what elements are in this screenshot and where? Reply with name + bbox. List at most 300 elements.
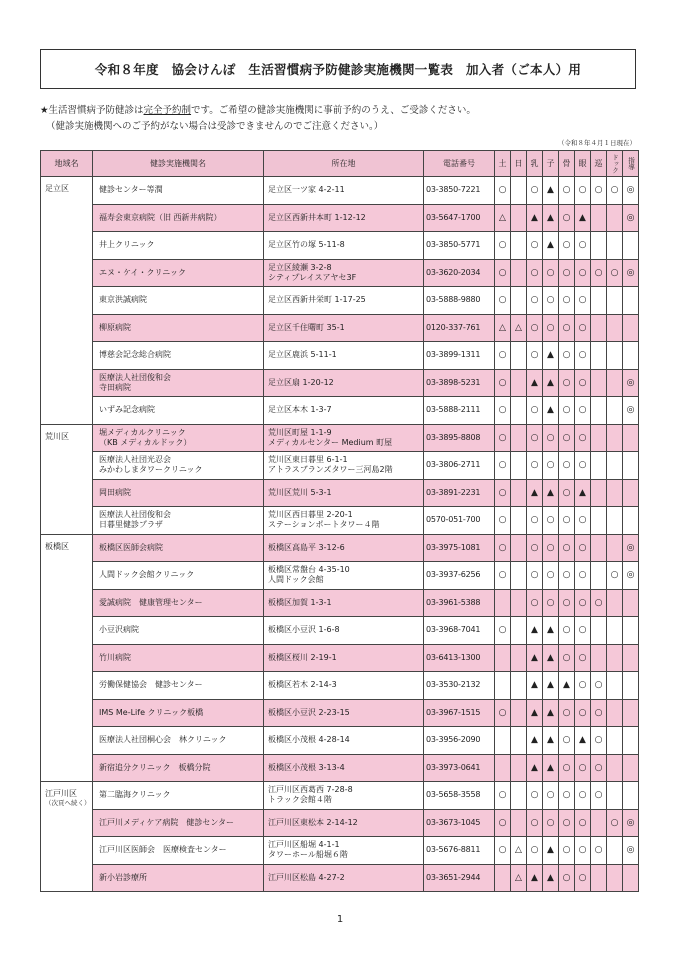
- institution-address-line: メディカルセンター Medium 町屋: [268, 437, 393, 447]
- mark-bone: ○: [559, 727, 575, 755]
- mark-guide: [623, 864, 639, 892]
- phone-number: 03-3673-1045: [424, 809, 495, 837]
- mark-eye: ○: [575, 397, 591, 425]
- institution-name: [93, 754, 264, 782]
- mark-dock: [607, 534, 623, 562]
- mark-breast: ▲: [527, 727, 543, 755]
- institution-address-line: タワーホール船堀６階: [268, 850, 348, 860]
- phone-number: 03-3967-1515: [424, 699, 495, 727]
- mark-guide: [623, 589, 639, 617]
- mark-eye: ○: [575, 617, 591, 645]
- institution-name: [93, 204, 264, 232]
- mark-dock: [607, 287, 623, 315]
- institution-address: [264, 837, 424, 865]
- mark-bone: ○: [559, 699, 575, 727]
- reservation-caution: （健診実施機関へのご予約がない場合は受診できませんのでご注意ください。）: [46, 121, 384, 132]
- header-sun: 日: [511, 151, 527, 177]
- header-area: 地域名: [41, 151, 93, 177]
- mark-eye: ○: [575, 534, 591, 562]
- mark-tour: ○: [591, 672, 607, 700]
- mark-breast: ○: [527, 259, 543, 287]
- document-title: 令和８年度 協会けんぽ 生活習慣病予防健診実施機関一覧表 加入者（ご本人）用: [40, 49, 636, 89]
- phone-number: 03-3806-2711: [424, 452, 495, 480]
- institution-address-line: 板橋区小茂根 3-13-4: [268, 762, 345, 772]
- institution-address-line: 板橋区若木 2-14-3: [268, 680, 337, 690]
- mark-sat: ○: [495, 342, 511, 370]
- mark-sat: ○: [495, 479, 511, 507]
- phone-number: 03-3651-2944: [424, 864, 495, 892]
- mark-eye: ○: [575, 287, 591, 315]
- mark-sat: ○: [495, 177, 511, 205]
- mark-guide: ◎: [623, 177, 639, 205]
- institution-name: [93, 314, 264, 342]
- mark-tour: ○: [591, 754, 607, 782]
- institution-name-line: 医療法人社団桐心会 林クリニック: [99, 735, 227, 745]
- mark-guide: ◎: [623, 369, 639, 397]
- as-of-date: （令和８年４月１日現在）: [558, 139, 636, 147]
- institution-address: [264, 204, 424, 232]
- institution-name-line: 柳原病院: [99, 322, 131, 332]
- institution-address-line: 足立区千住曙町 35-1: [268, 322, 345, 332]
- mark-uterus: ▲: [543, 342, 559, 370]
- phone-number: 03-5658-3558: [424, 782, 495, 810]
- mark-dock: [607, 837, 623, 865]
- mark-guide: [623, 314, 639, 342]
- institution-name-line: 井上クリニック: [99, 240, 155, 250]
- table-header-row: [41, 151, 639, 177]
- mark-tour: [591, 342, 607, 370]
- institution-name-line: 江戸川メディケア病院 健診センター: [99, 817, 235, 827]
- institution-address-line: 荒川区町屋 1-1-9: [268, 427, 332, 437]
- table-row: [41, 864, 639, 892]
- institution-name: [93, 617, 264, 645]
- mark-bone: ○: [559, 369, 575, 397]
- mark-dock: [607, 314, 623, 342]
- mark-sat: ○: [495, 809, 511, 837]
- phone-number: 0570-051-700: [424, 507, 495, 535]
- mark-breast: ▲: [527, 617, 543, 645]
- table-row: [41, 507, 639, 535]
- mark-sat: ○: [495, 452, 511, 480]
- mark-breast: ○: [527, 232, 543, 260]
- mark-sun: [511, 672, 527, 700]
- institution-address-line: 荒川区東日暮里 6-1-1: [268, 455, 348, 465]
- institution-address: [264, 754, 424, 782]
- mark-eye: ○: [575, 369, 591, 397]
- phone-number: 03-3891-2231: [424, 479, 495, 507]
- mark-breast: ○: [527, 562, 543, 590]
- mark-breast: ○: [527, 452, 543, 480]
- institution-name-line: （KB メディカルドック）: [99, 437, 192, 447]
- institution-address: [264, 369, 424, 397]
- institution-address-line: ステーションポートタワー４階: [268, 520, 380, 530]
- mark-sun: [511, 452, 527, 480]
- mark-bone: ○: [559, 589, 575, 617]
- mark-dock: [607, 589, 623, 617]
- mark-bone: ○: [559, 287, 575, 315]
- mark-sat: ○: [495, 782, 511, 810]
- mark-guide: [623, 232, 639, 260]
- mark-eye: ○: [575, 809, 591, 837]
- area-label: 荒川区: [45, 431, 69, 441]
- mark-tour: [591, 562, 607, 590]
- mark-uterus: ▲: [543, 204, 559, 232]
- institution-name-line: 寺田病院: [99, 382, 131, 392]
- mark-dock: [607, 644, 623, 672]
- mark-sat: ○: [495, 424, 511, 452]
- mark-sat: ○: [495, 534, 511, 562]
- mark-dock: [607, 369, 623, 397]
- table-row: [41, 177, 639, 205]
- mark-uterus: ▲: [543, 617, 559, 645]
- mark-tour: ○: [591, 259, 607, 287]
- mark-sat: ○: [495, 232, 511, 260]
- table-row: [41, 287, 639, 315]
- mark-tour: [591, 534, 607, 562]
- mark-tour: [591, 314, 607, 342]
- mark-eye: ▲: [575, 204, 591, 232]
- mark-bone: ○: [559, 479, 575, 507]
- mark-sun: [511, 727, 527, 755]
- institution-name-line: みかわしまタワークリニック: [99, 465, 203, 475]
- table-row: [41, 424, 639, 452]
- institution-address-line: 江戸川区松島 4-27-2: [268, 872, 345, 882]
- table-row: [41, 617, 639, 645]
- phone-number: 03-3975-1081: [424, 534, 495, 562]
- institution-address: [264, 287, 424, 315]
- institution-name: [93, 864, 264, 892]
- institution-name-line: 岡田病院: [99, 487, 131, 497]
- mark-bone: ○: [559, 397, 575, 425]
- mark-dock: [607, 204, 623, 232]
- mark-bone: ○: [559, 534, 575, 562]
- institution-address-line: 江戸川区西葛西 7-28-8: [268, 785, 353, 795]
- mark-tour: [591, 287, 607, 315]
- mark-tour: ○: [591, 782, 607, 810]
- mark-bone: ▲: [559, 672, 575, 700]
- mark-breast: ▲: [527, 672, 543, 700]
- mark-eye: ○: [575, 507, 591, 535]
- table-row: [41, 314, 639, 342]
- institution-name: [93, 424, 264, 452]
- mark-uterus: ○: [543, 507, 559, 535]
- mark-eye: ○: [575, 452, 591, 480]
- mark-bone: ○: [559, 452, 575, 480]
- table-row: [41, 232, 639, 260]
- table-row: [41, 479, 639, 507]
- institution-name: [93, 699, 264, 727]
- mark-sun: [511, 479, 527, 507]
- mark-sat: ○: [495, 397, 511, 425]
- mark-breast: ○: [527, 534, 543, 562]
- institution-address-line: アトラスブランズタワー三河島2階: [268, 465, 393, 475]
- institution-name: [93, 644, 264, 672]
- mark-sun: [511, 782, 527, 810]
- mark-uterus: ▲: [543, 177, 559, 205]
- header-bone: 骨: [559, 151, 575, 177]
- phone-number: 03-3973-0641: [424, 754, 495, 782]
- mark-uterus: ▲: [543, 369, 559, 397]
- institution-address: [264, 589, 424, 617]
- phone-number: 03-5888-9880: [424, 287, 495, 315]
- mark-tour: [591, 507, 607, 535]
- mark-eye: ○: [575, 754, 591, 782]
- institution-name-line: 医療法人社団俊和会: [99, 372, 171, 382]
- institution-name: [93, 782, 264, 810]
- institution-address: [264, 534, 424, 562]
- mark-guide: [623, 287, 639, 315]
- institution-name-line: 健診センター等潤: [99, 185, 163, 195]
- table-row: [41, 369, 639, 397]
- mark-bone: ○: [559, 204, 575, 232]
- mark-breast: ▲: [527, 204, 543, 232]
- table-row: [41, 589, 639, 617]
- institution-name-line: 竹川病院: [99, 652, 131, 662]
- mark-sun: [511, 809, 527, 837]
- institution-address-line: トラック会館４階: [268, 795, 332, 805]
- mark-sun: [511, 369, 527, 397]
- page-number: 1: [336, 914, 344, 925]
- mark-sat: ○: [495, 287, 511, 315]
- mark-uterus: ▲: [543, 754, 559, 782]
- mark-uterus: ○: [543, 782, 559, 810]
- header-sat: 土: [495, 151, 511, 177]
- mark-breast: ○: [527, 177, 543, 205]
- mark-dock: [607, 452, 623, 480]
- mark-dock: [607, 342, 623, 370]
- mark-sun: [511, 342, 527, 370]
- table-row: [41, 562, 639, 590]
- mark-sat: ○: [495, 699, 511, 727]
- mark-guide: [623, 782, 639, 810]
- mark-eye: ○: [575, 837, 591, 865]
- header-address: 所在地: [264, 151, 424, 177]
- phone-number: 03-3895-8808: [424, 424, 495, 452]
- table-row: [41, 727, 639, 755]
- mark-sun: [511, 562, 527, 590]
- area-label: 板橋区: [45, 541, 69, 551]
- mark-dock: [607, 672, 623, 700]
- mark-guide: [623, 727, 639, 755]
- phone-number: 03-3899-1311: [424, 342, 495, 370]
- mark-sat: ○: [495, 369, 511, 397]
- mark-eye: ▲: [575, 727, 591, 755]
- institution-name-line: 第二臨海クリニック: [99, 790, 171, 800]
- institution-address: [264, 452, 424, 480]
- mark-breast: ○: [527, 809, 543, 837]
- mark-sun: [511, 204, 527, 232]
- institution-address: [264, 314, 424, 342]
- table-row: [41, 644, 639, 672]
- mark-bone: ○: [559, 754, 575, 782]
- mark-sun: [511, 589, 527, 617]
- mark-eye: ○: [575, 314, 591, 342]
- header-eye: 眼: [575, 151, 591, 177]
- mark-uterus: ○: [543, 287, 559, 315]
- mark-guide: [623, 424, 639, 452]
- mark-uterus: ○: [543, 424, 559, 452]
- mark-sat: [495, 864, 511, 892]
- mark-breast: ○: [527, 507, 543, 535]
- institution-address: [264, 397, 424, 425]
- mark-guide: [623, 672, 639, 700]
- mark-uterus: ▲: [543, 397, 559, 425]
- mark-dock: [607, 479, 623, 507]
- institution-address: [264, 809, 424, 837]
- mark-bone: ○: [559, 837, 575, 865]
- mark-breast: ▲: [527, 644, 543, 672]
- mark-uterus: ▲: [543, 672, 559, 700]
- institution-name: [93, 727, 264, 755]
- institution-address-line: 足立区西新井本町 1-12-12: [268, 212, 366, 222]
- mark-dock: ○: [607, 177, 623, 205]
- mark-guide: ◎: [623, 809, 639, 837]
- mark-guide: [623, 699, 639, 727]
- mark-tour: [591, 397, 607, 425]
- mark-breast: ○: [527, 782, 543, 810]
- mark-sat: ○: [495, 507, 511, 535]
- institution-name-line: 博慈会記念総合病院: [99, 350, 171, 360]
- institution-name-line: 堀メディカルクリニック: [99, 427, 186, 437]
- institution-address-line: 足立区綾瀬 3-2-8: [268, 262, 332, 272]
- mark-sat: [495, 754, 511, 782]
- mark-bone: ○: [559, 864, 575, 892]
- mark-uterus: ▲: [543, 864, 559, 892]
- institution-address: [264, 672, 424, 700]
- mark-breast: ○: [527, 424, 543, 452]
- mark-tour: [591, 864, 607, 892]
- institution-address-line: 板橋区小茂根 4-28-14: [268, 735, 350, 745]
- mark-sat: ○: [495, 617, 511, 645]
- mark-sat: ○: [495, 259, 511, 287]
- institution-table: [40, 150, 639, 892]
- institution-name-line: 福寿会東京病院（旧 西新井病院）: [99, 212, 222, 222]
- mark-dock: [607, 699, 623, 727]
- mark-sun: [511, 534, 527, 562]
- mark-sat: ○: [495, 837, 511, 865]
- institution-name-line: 労働保健協会 健診センター: [99, 680, 203, 690]
- phone-number: 03-5647-1700: [424, 204, 495, 232]
- mark-sat: △: [495, 314, 511, 342]
- header-breast: 乳: [527, 151, 543, 177]
- table-row: [41, 782, 639, 810]
- phone-number: 03-5676-8811: [424, 837, 495, 865]
- institution-name-line: 人間ドック会館クリニック: [99, 570, 195, 580]
- mark-bone: ○: [559, 507, 575, 535]
- mark-dock: [607, 424, 623, 452]
- institution-name-line: 新小岩診療所: [99, 872, 147, 882]
- mark-bone: ○: [559, 644, 575, 672]
- mark-breast: ▲: [527, 699, 543, 727]
- mark-dock: [607, 864, 623, 892]
- institution-name-line: いずみ記念病院: [99, 405, 155, 415]
- institution-address-line: 足立区竹の塚 5-11-8: [268, 240, 345, 250]
- mark-eye: ○: [575, 644, 591, 672]
- mark-uterus: ○: [543, 452, 559, 480]
- mark-bone: ○: [559, 617, 575, 645]
- mark-guide: [623, 507, 639, 535]
- institution-name-line: エヌ・ケイ・クリニック: [99, 267, 186, 277]
- institution-address-line: 人間ドック会館: [268, 575, 324, 585]
- mark-breast: ▲: [527, 369, 543, 397]
- table-row: [41, 259, 639, 287]
- institution-address: [264, 699, 424, 727]
- area-label: 足立区: [45, 184, 69, 193]
- table-row: [41, 837, 639, 865]
- mark-guide: [623, 342, 639, 370]
- institution-name: [93, 232, 264, 260]
- mark-bone: ○: [559, 314, 575, 342]
- institution-name: [93, 672, 264, 700]
- mark-eye: ○: [575, 259, 591, 287]
- institution-address: [264, 644, 424, 672]
- mark-guide: ◎: [623, 259, 639, 287]
- phone-number: 03-3620-2034: [424, 259, 495, 287]
- header-institution: 健診実施機関名: [93, 151, 264, 177]
- institution-name-line: 板橋区医師会病院: [99, 542, 163, 552]
- mark-tour: [591, 424, 607, 452]
- mark-uterus: ▲: [543, 479, 559, 507]
- mark-tour: ○: [591, 837, 607, 865]
- area-name-arakawa: [41, 424, 93, 534]
- area-name-itabashi: [41, 534, 93, 782]
- institution-address-line: 板橋区小豆沢 1-6-8: [268, 625, 340, 635]
- mark-tour: ○: [591, 177, 607, 205]
- institution-address: [264, 507, 424, 535]
- institution-name: [93, 342, 264, 370]
- mark-sun: △: [511, 864, 527, 892]
- institution-name: [93, 534, 264, 562]
- mark-sun: [511, 259, 527, 287]
- area-name-edogawa: [41, 782, 93, 892]
- institution-name-line: 小豆沢病院: [99, 625, 139, 635]
- table-row: [41, 809, 639, 837]
- mark-sun: [511, 232, 527, 260]
- mark-uterus: ○: [543, 589, 559, 617]
- table-row: [41, 699, 639, 727]
- mark-tour: [591, 479, 607, 507]
- mark-eye: ○: [575, 562, 591, 590]
- mark-sun: [511, 754, 527, 782]
- mark-eye: ○: [575, 177, 591, 205]
- mark-guide: ◎: [623, 562, 639, 590]
- mark-bone: ○: [559, 342, 575, 370]
- mark-bone: ○: [559, 562, 575, 590]
- mark-sun: [511, 397, 527, 425]
- mark-bone: ○: [559, 809, 575, 837]
- mark-dock: [607, 232, 623, 260]
- mark-sun: [511, 177, 527, 205]
- mark-guide: [623, 644, 639, 672]
- institution-name-line: 医療法人社団光忍会: [99, 455, 171, 465]
- institution-name-line: IMS Me-Life クリニック板橋: [99, 707, 204, 717]
- mark-sun: [511, 617, 527, 645]
- table-row: [41, 672, 639, 700]
- mark-dock: ○: [607, 259, 623, 287]
- reservation-note-emphasis: 完全予約制: [143, 105, 192, 116]
- mark-sat: △: [495, 204, 511, 232]
- institution-address-line: シティプレイスアヤセ3F: [268, 272, 357, 282]
- institution-address: [264, 782, 424, 810]
- institution-address-line: 板橋区加賀 1-3-1: [268, 597, 332, 607]
- table-row: [41, 342, 639, 370]
- header-phone: 電話番号: [424, 151, 495, 177]
- mark-bone: ○: [559, 177, 575, 205]
- mark-sun: [511, 424, 527, 452]
- header-guide: 指導: [623, 151, 639, 177]
- institution-address: [264, 424, 424, 452]
- mark-guide: [623, 452, 639, 480]
